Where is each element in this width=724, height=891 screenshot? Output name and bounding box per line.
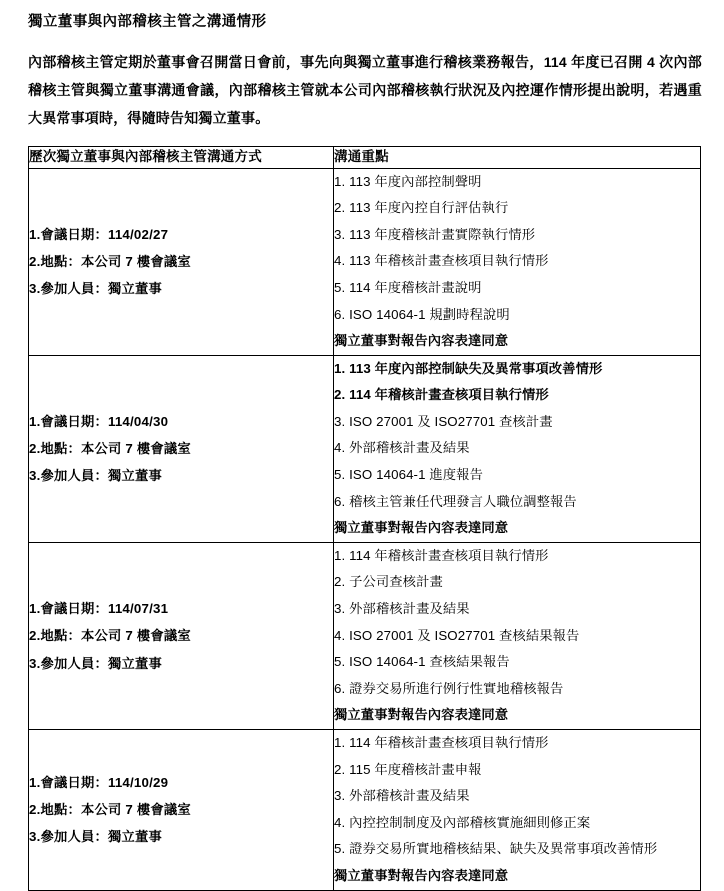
table-row <box>29 730 701 891</box>
point-item: 4. 外部稽核計畫及結果 <box>334 440 470 456</box>
meeting-attendees: 3.參加人員：獨立董事 <box>29 829 162 845</box>
point-item: 6. 證券交易所進行例行性實地稽核報告 <box>334 680 564 696</box>
column-header-method: 歷次獨立董事與內部稽核主管溝通方式 <box>29 147 334 168</box>
table-row <box>29 355 701 542</box>
point-item: 2. 115 年度稽核計畫申報 <box>334 761 482 777</box>
point-item: 1. 114 年稽核計畫查核項目執行情形 <box>334 735 549 751</box>
point-item: 5. ISO 14064-1 進度報告 <box>334 467 483 483</box>
point-item: 5. 證券交易所實地稽核結果、缺失及異常事項改善情形 <box>334 841 658 857</box>
point-item: 3. 外部稽核計畫及結果 <box>334 788 470 804</box>
point-item: 5. 114 年度稽核計畫說明 <box>334 279 482 295</box>
table-header-row <box>29 147 701 168</box>
communication-points-cell <box>334 730 701 891</box>
point-item: 4. ISO 27001 及 ISO27701 查核結果報告 <box>334 627 580 643</box>
meeting-attendees: 3.參加人員：獨立董事 <box>29 655 162 671</box>
point-item: 6. 稽核主管兼任代理發言人職位調整報告 <box>334 493 577 509</box>
table-row <box>29 542 701 729</box>
point-item: 5. ISO 14064-1 查核結果報告 <box>334 654 510 670</box>
point-item: 6. ISO 14064-1 規劃時程說明 <box>334 306 510 322</box>
communication-points-cell <box>334 355 701 542</box>
conclusion-text: 獨立董事對報告內容表達同意 <box>334 867 509 883</box>
meeting-date: 1.會議日期：114/07/31 <box>29 601 169 617</box>
column-header-points: 溝通重點 <box>334 147 701 168</box>
point-item: 1. 114 年稽核計畫查核項目執行情形 <box>334 547 549 563</box>
point-item: 3. ISO 27001 及 ISO27701 查核計畫 <box>334 413 553 429</box>
meeting-location: 2.地點：本公司 7 樓會議室 <box>29 254 191 269</box>
point-item: 2. 子公司查核計畫 <box>334 574 443 590</box>
point-item: 4. 113 年稽核計畫查核項目執行情形 <box>334 253 549 269</box>
point-item: 4. 內控控制制度及內部稽核實施細則修正案 <box>334 814 591 830</box>
meeting-date: 1.會議日期：114/02/27 <box>29 226 169 242</box>
point-item: 1. 113 年度內部控制缺失及異常事項改善情形 <box>334 360 603 376</box>
meeting-info-cell <box>29 355 334 542</box>
meeting-location: 2.地點：本公司 7 樓會議室 <box>29 802 191 818</box>
meeting-location: 2.地點：本公司 7 樓會議室 <box>29 441 191 457</box>
conclusion-text: 獨立董事對報告內容表達同意 <box>334 520 509 536</box>
meeting-date: 1.會議日期：114/04/30 <box>29 413 169 429</box>
page-title: 獨立董事與內部稽核主管之溝通情形 <box>28 14 267 30</box>
meeting-attendees: 3.參加人員：獨立董事 <box>29 468 162 484</box>
point-item: 3. 113 年度稽核計畫實際執行情形 <box>334 226 536 242</box>
point-item: 3. 外部稽核計畫及結果 <box>334 601 470 617</box>
point-item: 1. 113 年度內部控制聲明 <box>334 173 482 189</box>
communication-points-cell <box>334 542 701 729</box>
conclusion-text: 獨立董事對報告內容表達同意 <box>334 707 509 723</box>
meeting-attendees: 3.參加人員：獨立董事 <box>29 281 162 297</box>
conclusion-text: 獨立董事對報告內容表達同意 <box>334 333 509 349</box>
meeting-location: 2.地點：本公司 7 樓會議室 <box>29 628 191 644</box>
point-item: 2. 114 年稽核計畫查核項目執行情形 <box>334 387 549 403</box>
table-row <box>29 168 701 355</box>
point-item: 2. 113 年度內控自行評估執行 <box>334 200 509 216</box>
meeting-info-cell <box>29 542 334 729</box>
intro-paragraph: 內部稽核主管定期於董事會召開當日會前，事先向與獨立董事進行稽核業務報告，114 年度已召開 4 次內部稽核主管與獨立董事溝通會議，內部稽核主管就本公司內部稽核執行狀況及內控運作情形提出說明，若遇重大異常事項時，得隨時告知獨立董事。 <box>28 54 702 127</box>
meeting-date: 1.會議日期：114/10/29 <box>29 774 169 790</box>
communication-points-cell <box>334 168 701 355</box>
meeting-info-cell <box>29 168 334 355</box>
communication-table <box>28 146 701 890</box>
meeting-info-cell <box>29 730 334 891</box>
